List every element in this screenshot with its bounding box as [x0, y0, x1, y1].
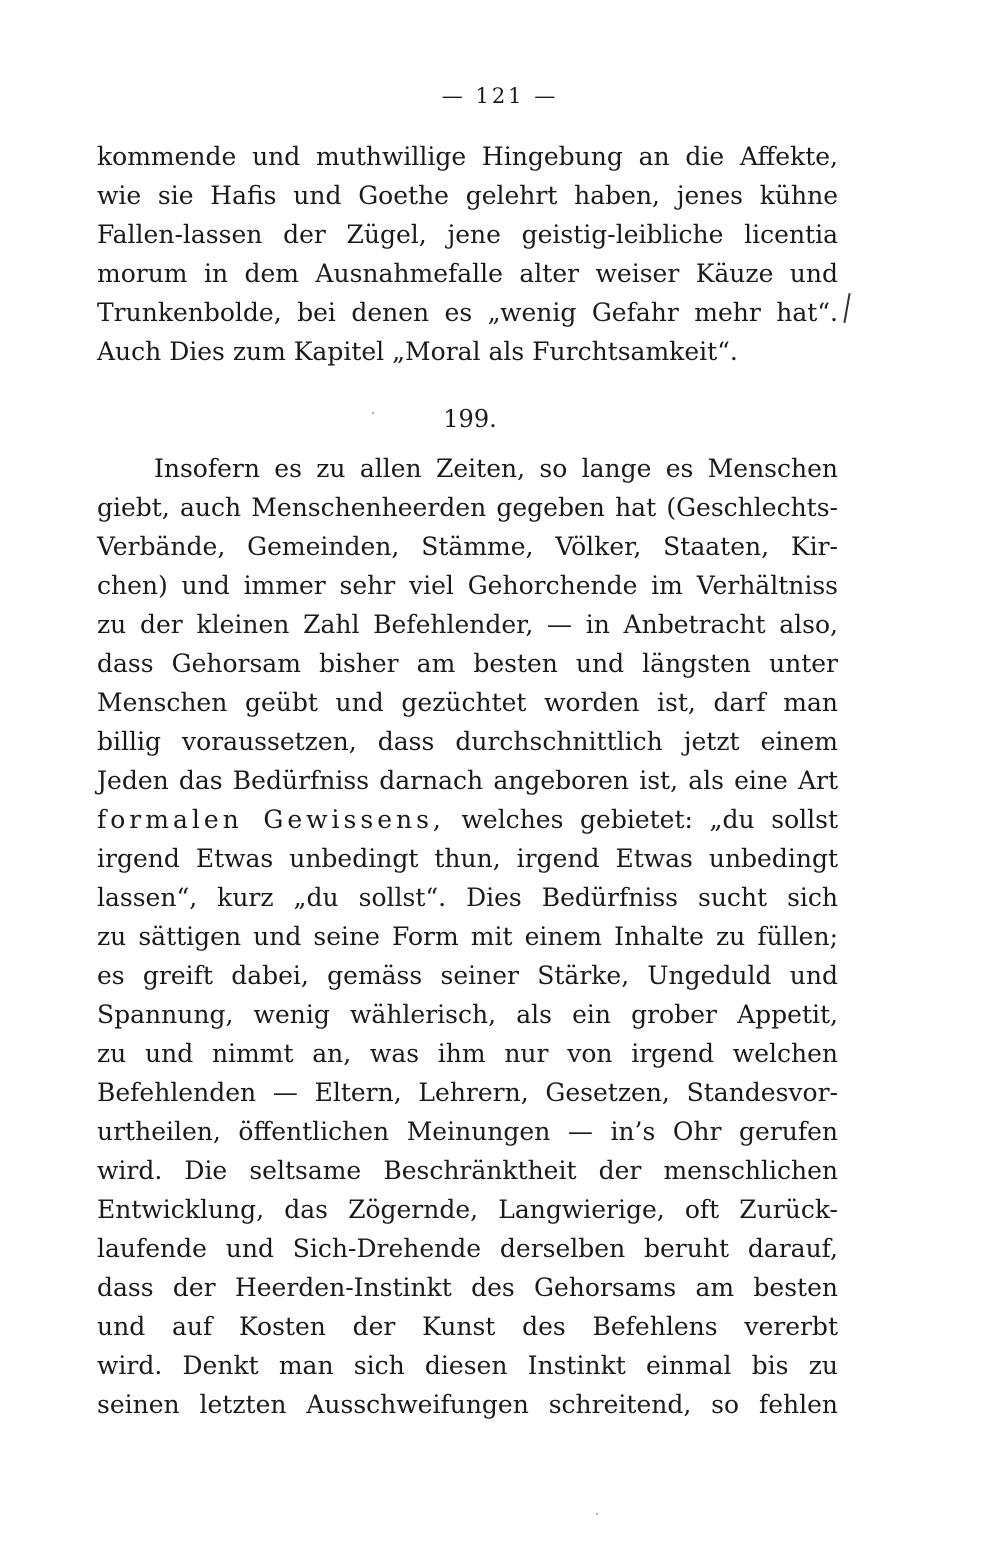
section-number: 199. — [443, 405, 497, 433]
text-line: Entwicklung, das Zögernde, Langwierige, oft Zurück- — [97, 1195, 838, 1224]
text-line: irgend Etwas unbedingt thun, irgend Etwas unbedingt — [97, 844, 838, 873]
paper-speck — [596, 1513, 598, 1515]
text-line-spaced — [97, 800, 838, 839]
text-line: und auf Kosten der Kunst des Befehlens vererbt — [97, 1312, 838, 1341]
paragraph-continuation — [97, 137, 838, 371]
emphasized-phrase: formalen Gewissens, — [97, 805, 445, 834]
text-line: Jeden das Bedürfniss darnach angeboren ist, als eine Art — [97, 766, 838, 795]
text-line: Auch Dies zum Kapitel „Moral als Furchtsamkeit“. — [97, 337, 738, 366]
paper-speck — [372, 412, 374, 414]
text-line: urtheilen, öffentlichen Meinungen — in’s Ohr gerufen — [97, 1117, 838, 1146]
text-line: Insofern es zu allen Zeiten, so lange es Menschen — [154, 454, 838, 483]
text-line: Befehlenden — Eltern, Lehrern, Gesetzen, Standesvor- — [97, 1078, 838, 1107]
text-line: seinen letzten Ausschweifungen schreitend, so fehlen — [97, 1390, 838, 1419]
text-line: es greift dabei, gemäss seiner Stärke, Ungeduld und — [97, 961, 838, 990]
page-number-header: — 121 — — [441, 84, 559, 108]
text-line: dass Gehorsam bisher am besten und längsten unter — [97, 649, 838, 678]
text-line: zu sättigen und seine Form mit einem Inhalte zu füllen; — [97, 922, 838, 951]
text-line: dass der Heerden-Instinkt des Gehorsams am besten — [97, 1273, 838, 1302]
text-line: wird. Denkt man sich diesen Instinkt einmal bis zu — [97, 1351, 838, 1380]
text-line: lassen“, kurz „du sollst“. Dies Bedürfniss sucht sich — [97, 883, 838, 912]
text-line: zu der kleinen Zahl Befehlender, — in Anbetracht also, — [97, 610, 838, 639]
text-line: zu und nimmt an, was ihm nur von irgend welchen — [97, 1039, 838, 1068]
text-line: wird. Die seltsame Beschränktheit der menschlichen — [97, 1156, 838, 1185]
margin-pencil-mark — [843, 293, 850, 323]
text-line: chen) und immer sehr viel Gehorchende im Verhältniss — [97, 571, 838, 600]
text-line: Verbände, Gemeinden, Stämme, Völker, Staaten, Kir- — [97, 532, 838, 561]
text-line: laufende und Sich-Drehende derselben beruht darauf, — [97, 1234, 838, 1263]
text-line: Trunkenbolde, bei denen es „wenig Gefahr mehr hat“. — [97, 298, 838, 327]
text-line: Spannung, wenig wählerisch, als ein grober Appetit, — [97, 1000, 838, 1029]
text-line: billig voraussetzen, dass durchschnittlich jetzt einem — [97, 727, 838, 756]
text-line: morum in dem Ausnahmefalle alter weiser Käuze und — [97, 259, 838, 288]
text-line: Fallen-lassen der Zügel, jene geistig-leibliche licentia — [97, 220, 838, 249]
text-line: Menschen geübt und gezüchtet worden ist, darf man — [97, 688, 838, 717]
paragraph-199 — [97, 449, 838, 1424]
text-line: giebt, auch Menschenheerden gegeben hat (Geschlechts- — [97, 493, 838, 522]
line-rest: welches gebietet: „du sollst — [444, 805, 838, 834]
text-line: kommende und muthwillige Hingebung an die Affekte, — [97, 142, 838, 171]
text-line: wie sie Hafis und Goethe gelehrt haben, jenes kühne — [97, 181, 838, 210]
